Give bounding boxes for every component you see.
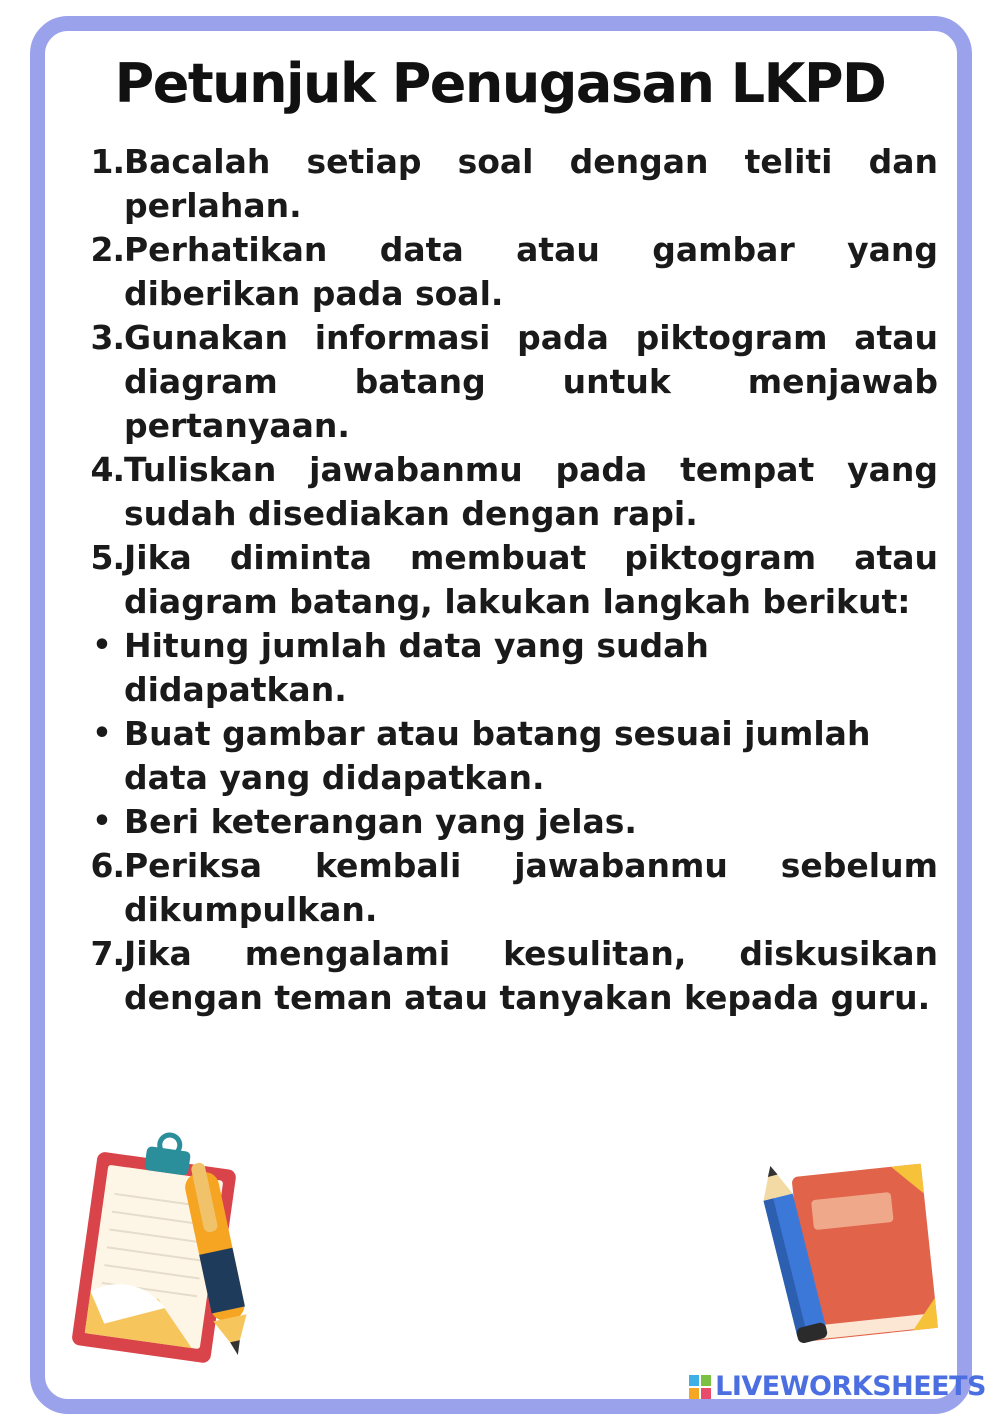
instruction-text: Perhatikan data atau gambar yang diberikan pada soal. [124,230,938,313]
instruction-item [80,536,938,624]
instruction-text: Jika mengalami kesulitan, diskusikan dengan teman atau tanyakan kepada guru. [124,934,938,1017]
bullet-icon: • [92,716,112,751]
instruction-number: 2. [90,230,124,269]
instruction-text: Tuliskan jawabanmu pada tempat yang sudah disediakan dengan rapi. [124,450,938,533]
sub-step-item [80,712,938,800]
instruction-list [80,140,938,1020]
instruction-number: 3. [90,318,124,357]
instruction-item [80,932,938,1020]
instruction-text: Gunakan informasi pada piktogram atau diagram batang untuk menjawab pertanyaan. [124,318,938,445]
instruction-number: 1. [90,142,124,181]
clipboard-with-pen-icon [55,1130,265,1370]
instruction-text: Jika diminta membuat piktogram atau diagram batang, lakukan langkah berikut: [124,538,938,621]
instruction-number: 4. [90,450,124,489]
sub-step-text: Hitung jumlah data yang sudah didapatkan. [124,626,709,709]
instruction-item [80,448,938,536]
bullet-icon: • [92,628,112,663]
book-with-pencil-icon [755,1155,945,1355]
page-title: Petunjuk Penugasan LKPD [114,52,886,115]
instruction-item [80,140,938,228]
brand-name: LIVEWORKSHEETS [715,1371,986,1402]
sub-step-text: Buat gambar atau batang sesuai jumlah data yang didapatkan. [124,714,871,797]
instruction-item [80,844,938,932]
instruction-item [80,316,938,448]
instruction-item [80,228,938,316]
sub-step-item [80,800,938,844]
bullet-icon: • [92,804,112,839]
instruction-number: 6. [90,846,124,885]
sub-step-item [80,624,938,712]
liveworksheets-logo-icon [689,1375,711,1399]
instruction-text: Bacalah setiap soal dengan teliti dan perlahan. [124,142,938,225]
sub-step-text: Beri keterangan yang jelas. [124,802,637,841]
instruction-number: 7. [90,934,124,973]
liveworksheets-watermark [689,1371,986,1402]
instruction-number: 5. [90,538,124,577]
instruction-text: Periksa kembali jawabanmu sebelum dikumpulkan. [124,846,938,929]
